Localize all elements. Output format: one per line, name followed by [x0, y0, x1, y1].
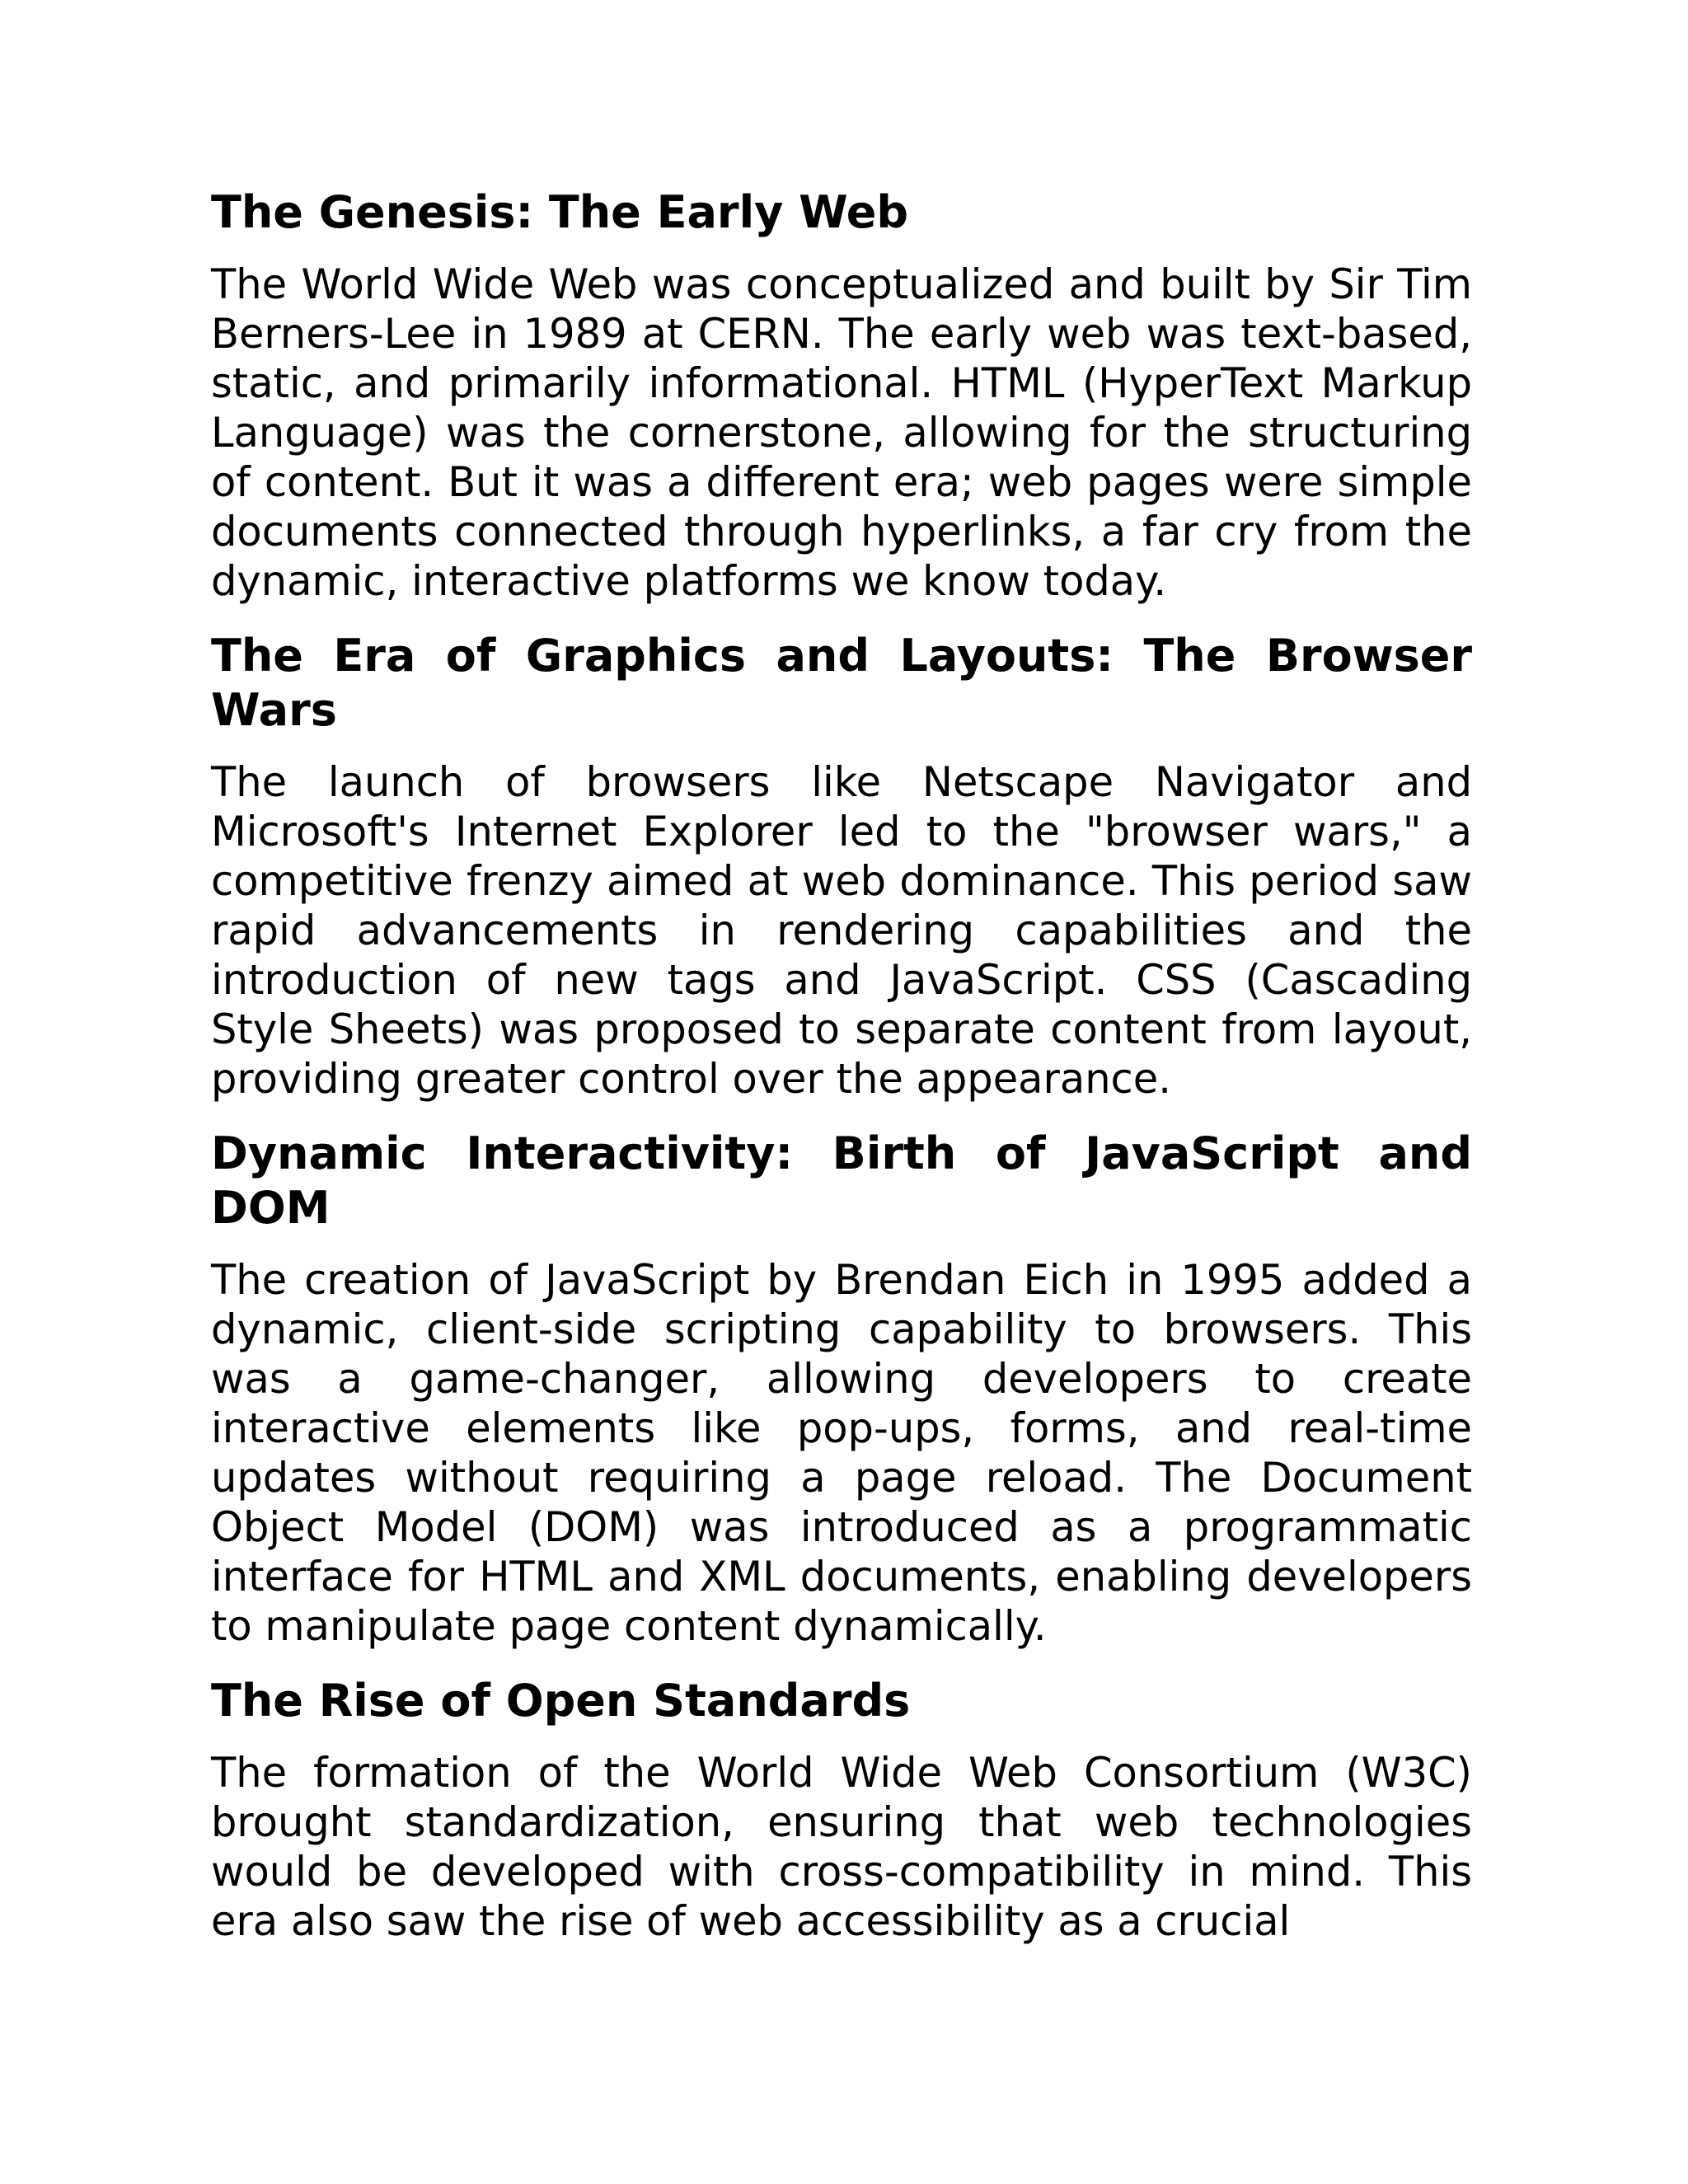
- section-javascript-dom: [211, 1127, 1472, 1651]
- section-paragraph: The World Wide Web was conceptualized and built by Sir Tim Berners-Lee in 1989 at CERN. The early web was text-based, static, and primarily informational. HTML (HyperText Markup Language) was the cornerstone, allowing for the structuring of content. But it was a different era; web pages were simple documents connected through hyperlinks, a far cry from the dynamic, interactive platforms we know today.: [211, 260, 1472, 605]
- section-paragraph: The launch of browsers like Netscape Navigator and Microsoft's Internet Explorer led to the "browser wars," a competitive frenzy aimed at web dominance. This period saw rapid advancements in rendering capabilities and the introduction of new tags and JavaScript. CSS (Cascading Style Sheets) was proposed to separate content from layout, providing greater control over the appearance.: [211, 758, 1472, 1103]
- section-browser-wars: [211, 629, 1472, 1104]
- section-heading: Dynamic Interactivity: Birth of JavaScript and DOM: [211, 1127, 1472, 1234]
- section-paragraph: The creation of JavaScript by Brendan Eich in 1995 added a dynamic, client-side scripting capability to browsers. This was a game-changer, allowing developers to create interactive elements like pop-ups, forms, and real-time updates without requiring a page reload. The Document Object Model (DOM) was introduced as a programmatic interface for HTML and XML documents, enabling developers to manipulate page content dynamically.: [211, 1256, 1472, 1650]
- section-early-web: [211, 185, 1472, 606]
- section-paragraph: The formation of the World Wide Web Consortium (W3C) brought standardization, ensuring that web technologies would be developed with cross-compatibility in mind. This era also saw the rise of web accessibility as a crucial: [211, 1749, 1472, 1945]
- section-open-standards: [211, 1674, 1472, 1946]
- section-heading: The Rise of Open Standards: [211, 1675, 911, 1727]
- section-heading: The Era of Graphics and Layouts: The Browser Wars: [211, 630, 1472, 736]
- document-page: [211, 185, 1472, 1969]
- section-heading: The Genesis: The Early Web: [211, 186, 908, 238]
